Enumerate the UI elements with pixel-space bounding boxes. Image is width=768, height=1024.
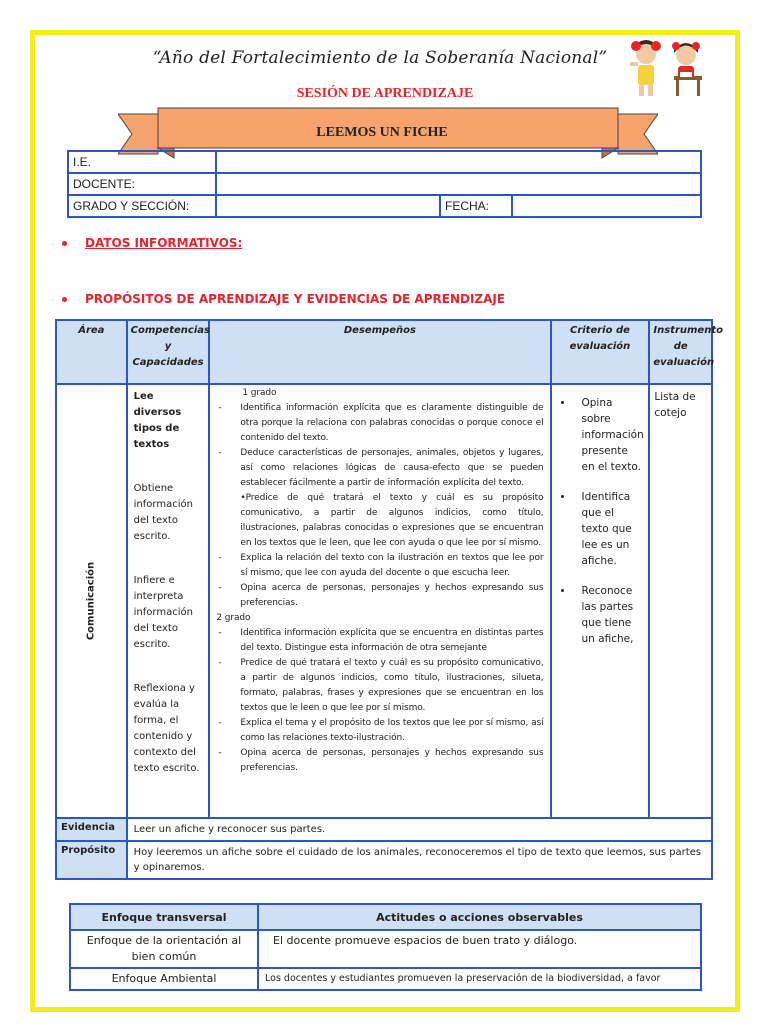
learning-table [55, 319, 723, 880]
evidencia-text: Leer un afiche y reconocer sus partes. [127, 818, 712, 841]
evidencia-label: Evidencia [56, 818, 127, 841]
criterio-item: • Reconoce las partes que tiene un afiche, [574, 583, 643, 647]
session-title: SESIÓN DE APRENDIZAJE [296, 86, 474, 101]
header-area: Área [56, 320, 127, 384]
header-instrumento: Instrumento de evaluación [649, 320, 712, 384]
actitud-cell: Los docentes y estudiantes promueven la preservación de la biodiversidad, a favor [258, 968, 701, 990]
docente-field[interactable] [216, 173, 701, 195]
bullet-icon [62, 297, 67, 302]
competencia-title: Lee diversos tipos de textos [133, 391, 182, 450]
year-title: “Año del Fortalecimiento de la Soberanía Nacional” [152, 48, 608, 68]
grado-field[interactable] [216, 195, 440, 217]
grade1-item: - Identifica información explícita que es claramente distinguible de otra porque la relaciona con palabras conocidas o porque conoce el contenido del texto. [216, 401, 543, 446]
bullet-icon [62, 241, 67, 246]
ie-field[interactable] [216, 151, 701, 173]
grade2-item: - Opina acerca de personas, personajes y hechos expresando sus preferencias. [216, 746, 543, 776]
competencias-cell [127, 384, 210, 818]
criterio-item: • Opina sobre información presente en el texto. [574, 395, 643, 475]
grade1-label: 1 grado [242, 388, 277, 398]
instrumento-cell: Lista de cotejo [649, 384, 712, 818]
capacidad-2: Infiere e interpreta información del texto escrito. [133, 575, 193, 650]
actitud-cell: El docente promueve espacios de buen trato y diálogo. [258, 930, 701, 968]
criterio-cell [551, 384, 650, 818]
criterio-item: • Identifica que el texto que lee es un afiche. [574, 489, 643, 569]
capacidad-3: Reflexiona y evalúa la forma, el contenido y contexto del texto escrito. [133, 683, 200, 774]
info-table [67, 150, 702, 218]
desempenos-cell [209, 384, 550, 818]
actitudes-header: Actitudes o acciones observables [258, 904, 701, 930]
grade1-item: - Deduce características de personajes, animales, objetos y lugares, así como relaciones lógicas de causa-efecto que se pueden establecer fácilmente a partir de información explícita del texto. [216, 446, 543, 491]
capacidad-1: Obtiene información del texto escrito. [133, 483, 193, 542]
propositos-heading-text: PROPÓSITOS DE APRENDIZAJE Y EVIDENCIAS DE APRENDIZAJE [85, 292, 506, 306]
header-criterio: Criterio de evaluación [551, 320, 650, 384]
fecha-label: FECHA: [440, 195, 512, 217]
children-illustration [624, 38, 714, 100]
fecha-field[interactable] [512, 195, 701, 217]
enfoque-cell: Enfoque Ambiental [70, 968, 258, 990]
area-label: Comunicación [85, 561, 97, 641]
header-competencias: Competencias y Capacidades [127, 320, 210, 384]
grade2-item: - Explica el tema y el propósito de los textos que lee por sí mismo, así como las relaciones texto-ilustración. [216, 716, 543, 746]
grade2-item: - Identifica información explícita que se encuentra en distintas partes del texto. Distingue esta información de otra semejante [216, 626, 543, 656]
area-cell [56, 384, 127, 818]
enfoque-header: Enfoque transversal [70, 904, 258, 930]
propositos-heading [62, 292, 505, 306]
ie-label: I.E. [68, 151, 216, 173]
grado-label: GRADO Y SECCIÓN: [68, 195, 216, 217]
grade1-predice: •Predice de qué tratará el texto y cuál es su propósito comunicativo, a partir de algunos indicios, como título, ilustraciones, palabras conocidas o expresiones que se encuentran en los textos que le leen, que lee con ayuda o que lee por sí mismo. [240, 493, 544, 548]
grade1-item: - Explica la relación del texto con la ilustración en textos que lee por sí mismo, que lee con ayuda del docente o que escucha leer. [216, 551, 543, 581]
criterio-list [560, 395, 643, 647]
proposito-text: Hoy leeremos un afiche sobre el cuidado de los animales, reconoceremos el tipo de texto que leemos, sus partes y opinaremos. [127, 841, 712, 879]
grade1-item: - Opina acerca de personas, personajes y hechos expresando sus preferencias. [216, 581, 543, 611]
datos-heading [62, 236, 242, 250]
enfoque-cell: Enfoque de la orientación al bien común [70, 930, 258, 968]
enfoque-table [69, 903, 702, 991]
header-desempenos: Desempeños [209, 320, 550, 384]
proposito-label: Propósito [56, 841, 127, 879]
datos-heading-text: DATOS INFORMATIVOS: [85, 236, 243, 250]
grade2-label: 2 grado [216, 613, 251, 623]
docente-label: DOCENTE: [68, 173, 216, 195]
grade2-item: - Predice de qué tratará el texto y cuál es su propósito comunicativo, a partir de algunos indicios, como título, ilustraciones, silueta, formato, palabras, frases y expresiones que se encuentran en los textos que le leen o que lee por sí mismo. [216, 656, 543, 716]
ribbon-title: LEEMOS UN FICHE [316, 125, 448, 140]
